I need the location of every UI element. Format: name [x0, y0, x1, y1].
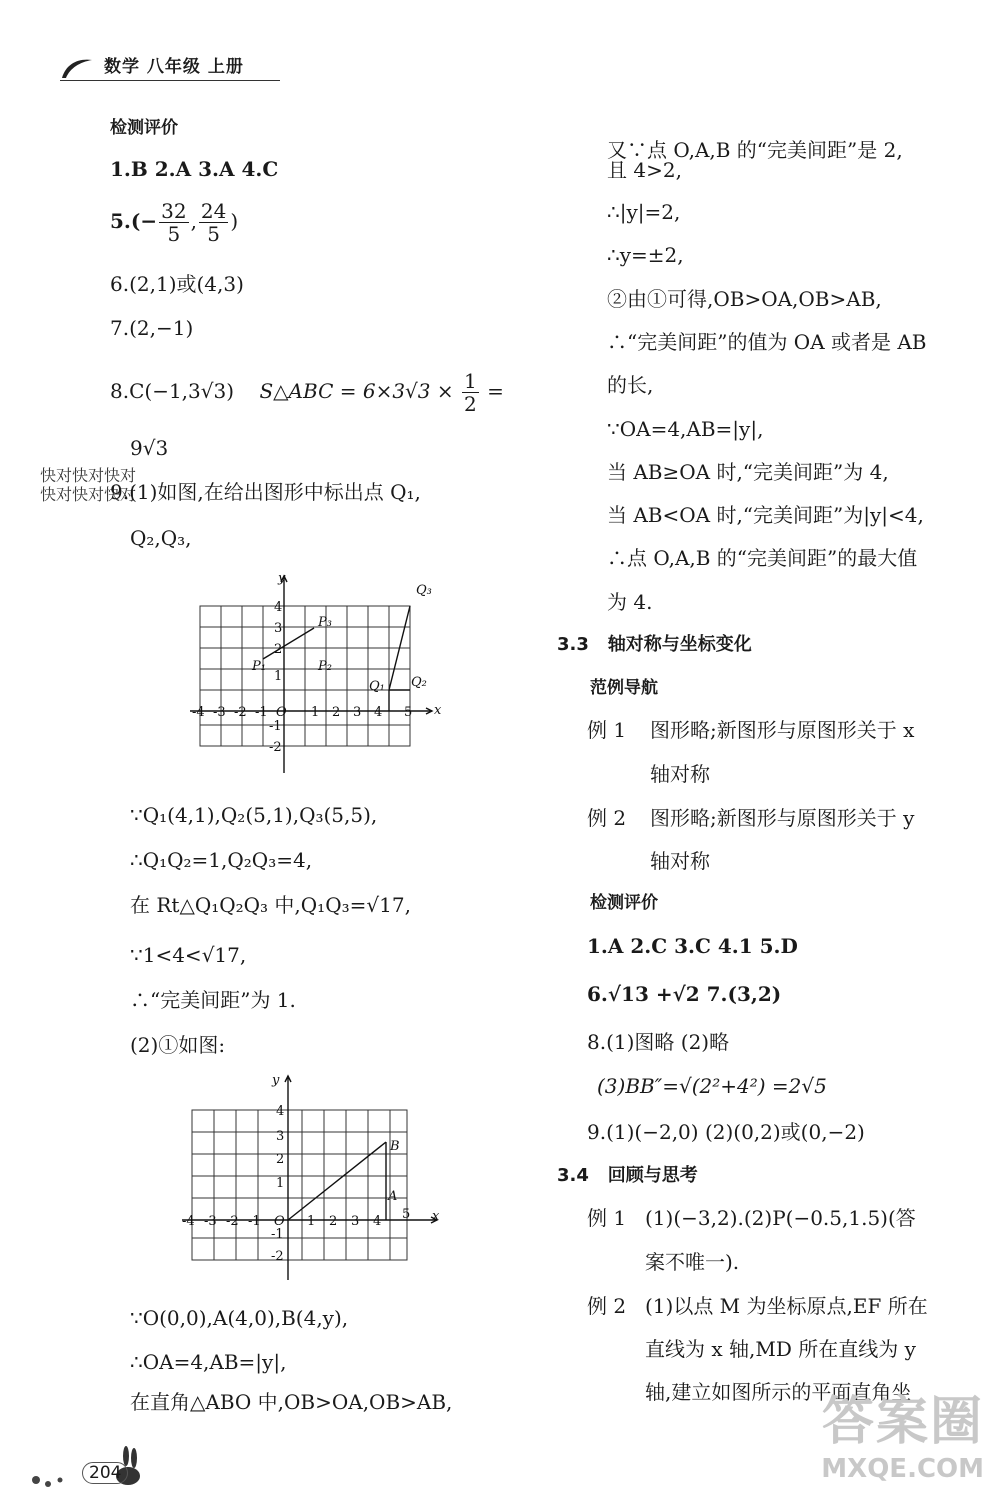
- tick-label: -2: [226, 1214, 239, 1229]
- tick-label: 3: [353, 705, 362, 720]
- tick-label: -3: [204, 1214, 217, 1229]
- tick-label: 5: [404, 705, 413, 720]
- point-label: Q₁: [369, 679, 385, 694]
- solution-line: 当 AB<OA 时,“完美间距”为|y|<4,: [607, 503, 924, 527]
- point-label: Q₂: [411, 675, 427, 690]
- example-text: 直线为 x 轴,MD 所在直线为 y: [645, 1337, 916, 1361]
- tick-label: 2: [276, 1152, 285, 1167]
- example-label: 例 2: [587, 1294, 627, 1318]
- answer-9-line2: Q₂,Q₃,: [130, 526, 192, 550]
- tick-label: 1: [307, 1214, 316, 1229]
- answers-line: 6.√13 +√2 7.(3,2): [587, 982, 782, 1006]
- tick-label: 4: [274, 600, 283, 615]
- tick-label: -2: [234, 705, 247, 720]
- answer-8-result: 9√3: [130, 436, 169, 460]
- axis-label: y: [272, 1073, 280, 1088]
- solution-line: ∴y=±2,: [607, 243, 684, 267]
- solution-line: 且 4>2,: [607, 158, 682, 182]
- section-3-4-heading: 3.4 回顾与思考: [557, 1165, 698, 1186]
- example-text: (1)以点 M 为坐标原点,EF 所在: [645, 1294, 928, 1318]
- axis-label: x: [432, 1209, 440, 1224]
- solution-line: ∵1<4<√17,: [130, 943, 247, 967]
- tick-label: 2: [332, 705, 341, 720]
- solution-line: ∵Q₁(4,1),Q₂(5,1),Q₃(5,5),: [130, 803, 378, 827]
- page-number: 204: [82, 1462, 128, 1484]
- tick-label: -1: [248, 1214, 261, 1229]
- answers-line: 9.(1)(−2,0) (2)(0,2)或(0,−2): [587, 1120, 865, 1144]
- solution-line: ∴“完美间距”的值为 OA 或者是 AB: [607, 330, 927, 354]
- solution-line: 在直角△ABO 中,OB>OA,OB>AB,: [130, 1390, 453, 1414]
- example-text: 图形略;新图形与原图形关于 y: [650, 806, 915, 830]
- tick-label: 1: [274, 669, 283, 684]
- point-label: P₂: [318, 659, 332, 674]
- coordinate-grid-figure-2: [172, 1070, 442, 1282]
- solution-line: 当 AB≥OA 时,“完美间距”为 4,: [607, 460, 889, 484]
- point-label: Q₃: [416, 583, 432, 598]
- answer-6: 6.(2,1)或(4,3): [110, 272, 244, 296]
- solution-line: ∵OA=4,AB=|y|,: [607, 417, 764, 441]
- solution-line: 的长,: [607, 373, 654, 397]
- example-text: 轴对称: [650, 849, 710, 873]
- subsection-heading: 范例导航: [590, 678, 658, 698]
- origin-label: O: [274, 1214, 285, 1229]
- tick-label: 4: [276, 1104, 285, 1119]
- page-header: [60, 52, 280, 81]
- answer-8: 8.C(−1,3√3) S△ABC = 6×3√3 × $\frac{1}{2}$ =: [110, 369, 504, 416]
- solution-line: 又∵点 O,A,B 的“完美间距”是 2,: [607, 138, 903, 162]
- tick-label: 1: [276, 1176, 285, 1191]
- tick-label: -3: [213, 705, 226, 720]
- tick-label: -2: [271, 1249, 284, 1264]
- solution-line: ∴Q₁Q₂=1,Q₂Q₃=4,: [130, 848, 313, 872]
- watermark-text: 快对快对快对 快对快对快对: [40, 466, 137, 505]
- example-label: 例 1: [587, 718, 627, 742]
- point-label: B: [390, 1139, 400, 1154]
- solution-line: ∴“完美间距”为 1.: [130, 988, 296, 1012]
- point-label: A: [388, 1189, 398, 1204]
- tick-label: 4: [374, 705, 383, 720]
- tick-label: -1: [255, 705, 268, 720]
- point-label: P₃: [318, 615, 332, 630]
- answers-1-4: 1.B 2.A 3.A 4.C: [110, 157, 279, 181]
- answers-line: 8.(1)图略 (2)略: [587, 1030, 730, 1054]
- answers-line: (3)BB″=√(2²+4²) =2√5: [597, 1074, 827, 1098]
- tick-label: -1: [271, 1227, 284, 1242]
- solution-line: (2)①如图:: [130, 1033, 226, 1057]
- example-text: 案不唯一).: [645, 1250, 740, 1274]
- answer-5: 5.(− $\frac{32}{5}$ , $\frac{24}{5}$ ): [110, 199, 239, 246]
- section-heading: 检测评价: [110, 118, 178, 138]
- subsection-heading: 检测评价: [590, 893, 658, 913]
- example-label: 例 1: [587, 1206, 627, 1230]
- coordinate-grid-figure-1: [180, 568, 440, 778]
- answer-9-line1: 9.(1)如图,在给出图形中标出点 Q₁,: [110, 480, 421, 504]
- tick-label: 3: [351, 1214, 360, 1229]
- tick-label: 5: [402, 1207, 411, 1222]
- solution-line: 在 Rt△Q₁Q₂Q₃ 中,Q₁Q₃=√17,: [130, 893, 411, 917]
- solution-line: ∴OA=4,AB=|y|,: [130, 1350, 287, 1374]
- swoosh-logo-icon: [60, 56, 94, 80]
- solution-line: ∵O(0,0),A(4,0),B(4,y),: [130, 1306, 349, 1330]
- solution-line: ∴|y|=2,: [607, 200, 681, 224]
- tick-label: 2: [274, 642, 283, 657]
- example-text: 轴,建立如图所示的平面直角坐: [645, 1380, 912, 1404]
- section-3-3-heading: 3.3 轴对称与坐标变化: [557, 634, 752, 655]
- answers-line: 1.A 2.C 3.C 4.1 5.D: [587, 934, 798, 958]
- example-label: 例 2: [587, 806, 627, 830]
- example-text: 轴对称: [650, 762, 710, 786]
- tick-label: -4: [182, 1214, 195, 1229]
- fraction: $\frac{32}{5}$: [161, 199, 187, 246]
- axis-label: y: [278, 571, 286, 586]
- example-text: 图形略;新图形与原图形关于 x: [650, 718, 915, 742]
- tick-label: 1: [311, 705, 320, 720]
- tick-label: 3: [274, 621, 283, 636]
- fraction: $\frac{1}{2}$: [464, 369, 477, 416]
- fraction: $\frac{24}{5}$: [200, 199, 227, 246]
- tick-label: 2: [329, 1214, 338, 1229]
- tick-label: -1: [269, 719, 282, 734]
- solution-line: 为 4.: [607, 590, 653, 614]
- answer-7: 7.(2,−1): [110, 316, 194, 340]
- solution-line: ②由①可得,OB>OA,OB>AB,: [607, 287, 882, 311]
- origin-label: O: [276, 705, 287, 720]
- solution-line: ∴点 O,A,B 的“完美间距”的最大值: [607, 546, 918, 570]
- book-title: 数学 八年级 上册: [104, 57, 244, 77]
- point-label: P₁: [252, 659, 266, 674]
- tick-label: -4: [192, 705, 205, 720]
- site-watermark-logo: 答案圈 MXQE.COM: [821, 1392, 984, 1484]
- tick-label: 4: [373, 1214, 382, 1229]
- tick-label: -2: [269, 740, 282, 755]
- example-text: (1)(−3,2).(2)P(−0.5,1.5)(答: [645, 1206, 916, 1230]
- tick-label: 3: [276, 1129, 285, 1144]
- axis-label: x: [434, 703, 442, 718]
